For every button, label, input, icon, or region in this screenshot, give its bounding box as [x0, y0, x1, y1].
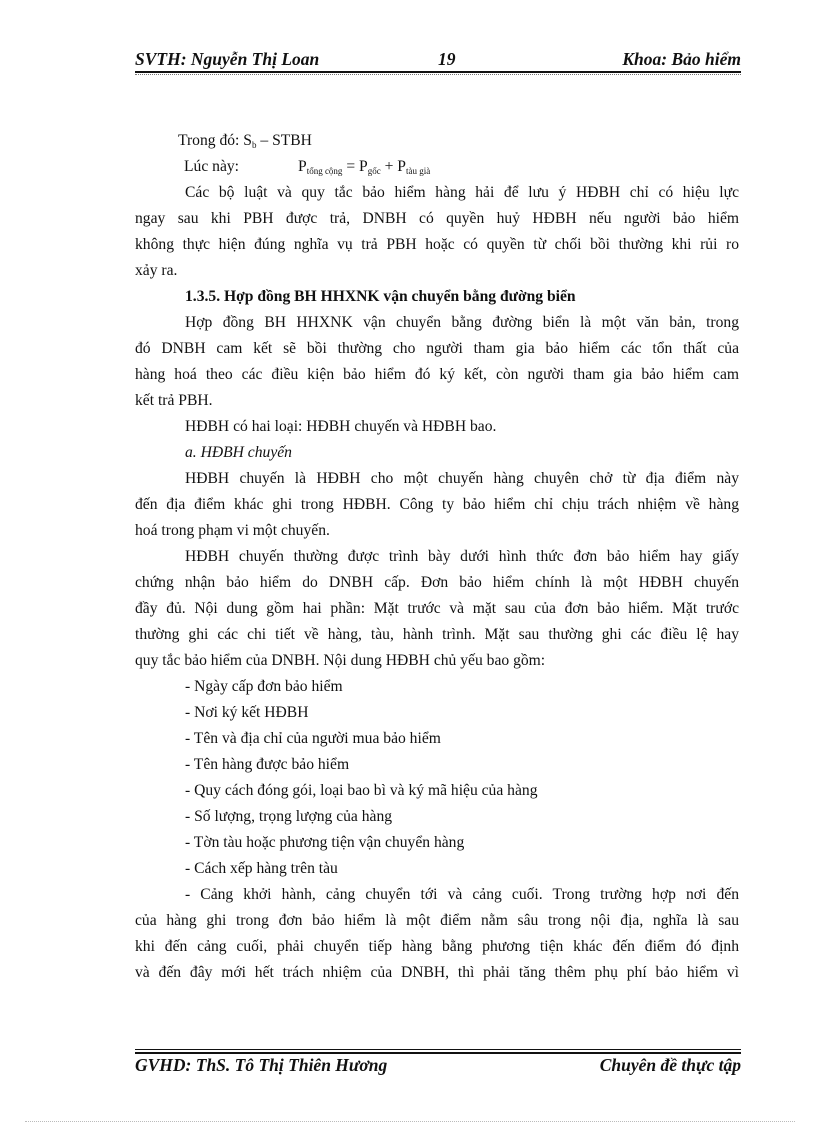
paragraph-line: không thực hiện đúng nghĩa vụ trả PBH hoặc có quyền từ chối bồi thường khi rủi ro — [135, 236, 739, 253]
paragraph-line: của hàng ghi trong đơn bảo hiểm là một điểm nằm sâu trong nội địa, nghĩa là sau — [135, 912, 739, 929]
paragraph-line: đến địa điểm khác ghi trong HĐBH. Công ty bảo hiểm chỉ chịu trách nhiệm về hàng — [135, 496, 739, 513]
paragraph-line: hoá trong phạm vi một chuyến. — [135, 522, 330, 539]
paragraph-line: đầy đủ. Nội dung gồm hai phần: Mặt trước và mặt sau của đơn bảo hiểm. Mặt trước — [135, 600, 739, 617]
paragraph-line: chứng nhận bảo hiểm do DNBH cấp. Đơn bảo hiểm chính là một HĐBH chuyến — [135, 574, 739, 591]
footer-doc-type: Chuyên đề thực tập — [599, 1055, 741, 1075]
section-heading: 1.3.5. Hợp đồng BH HHXNK vận chuyển bằng đường biển — [185, 288, 576, 305]
page-edge-divider — [25, 1121, 795, 1122]
list-item: - Quy cách đóng gói, loại bao bì và ký mã hiệu của hàng — [185, 782, 538, 799]
footer-supervisor: GVHD: ThS. Tô Thị Thiên Hương — [135, 1055, 388, 1075]
header-author: SVTH: Nguyễn Thị Loan — [135, 49, 320, 69]
paragraph-line: quy tắc bảo hiểm của DNBH. Nội dung HĐBH chủ yếu bao gồm: — [135, 652, 546, 669]
footer-rule-thick — [135, 1052, 741, 1054]
page-footer — [135, 1055, 741, 1079]
formula-line — [135, 154, 739, 180]
list-item: - Cách xếp hàng trên tàu — [185, 860, 338, 877]
paragraph-line: - Cảng khởi hành, cảng chuyển tới và cảng cuối. Trong trường hợp nơi đến — [185, 886, 739, 903]
list-item: - Nơi ký kết HĐBH — [185, 704, 309, 721]
subheading: a. HĐBH chuyến — [185, 444, 292, 461]
paragraph-line: thường ghi các chi tiết về hàng, tàu, hành trình. Mặt sau thường ghi các điều lệ hay — [135, 626, 739, 643]
premium-formula: $P_{tổng cộng} = P_{gốc} + P_{tàu già}$ — [298, 158, 431, 176]
header-page-number: 19 — [438, 49, 456, 69]
paragraph-line: HĐBH chuyến là HĐBH cho một chuyến hàng chuyên chở từ địa điểm này — [185, 470, 739, 487]
header-rule — [135, 71, 741, 73]
header-rule-dotted — [135, 74, 741, 75]
where-line: Trong đó: $S_b$ – STBH — [178, 132, 312, 150]
page-header — [135, 47, 741, 71]
paragraph-line: hàng hoá theo các điều kiện bảo hiểm đó ký kết, còn người tham gia bảo hiểm cam — [135, 366, 739, 383]
footer-rule-thin — [135, 1049, 741, 1050]
paragraph-line: HĐBH chuyến thường được trình bày dưới hình thức đơn bảo hiểm hay giấy — [185, 548, 739, 565]
header-faculty: Khoa: Bảo hiểm — [622, 49, 741, 69]
paragraph-line: ngay sau khi PBH được trả, DNBH có quyền huỷ HĐBH nếu người bảo hiểm — [135, 210, 739, 227]
paragraph-line: và đến đây mới hết trách nhiệm của DNBH, thì phải tăng thêm phụ phí bảo hiểm vì — [135, 964, 739, 981]
paragraph-line: khi đến cảng cuối, phải chuyển tiếp hàng bằng phương tiện khác đến điểm đó định — [135, 938, 739, 955]
paragraph-line: kết trả PBH. — [135, 392, 213, 409]
list-item: - Tên hàng được bảo hiểm — [185, 756, 350, 773]
body-text — [135, 128, 739, 986]
now-label: Lúc này: — [184, 158, 239, 175]
list-item: - Số lượng, trọng lượng của hàng — [185, 808, 393, 825]
paragraph-line: đó DNBH cam kết sẽ bồi thường cho người tham gia bảo hiểm các tổn thất của — [135, 340, 739, 357]
list-item: - Tờn tàu hoặc phương tiện vận chuyển hàng — [185, 834, 465, 851]
paragraph-line: Hợp đồng BH HHXNK vận chuyển bằng đường biển là một văn bản, trong — [185, 314, 739, 331]
paragraph-line: xảy ra. — [135, 262, 178, 279]
paragraph-line: HĐBH có hai loại: HĐBH chuyến và HĐBH bao. — [185, 418, 497, 435]
list-item: - Ngày cấp đơn bảo hiểm — [185, 678, 343, 695]
list-item: - Tên và địa chỉ của người mua bảo hiểm — [185, 730, 441, 747]
paragraph-line: Các bộ luật và quy tắc bảo hiểm hàng hải để lưu ý HĐBH chỉ có hiệu lực — [185, 184, 739, 201]
